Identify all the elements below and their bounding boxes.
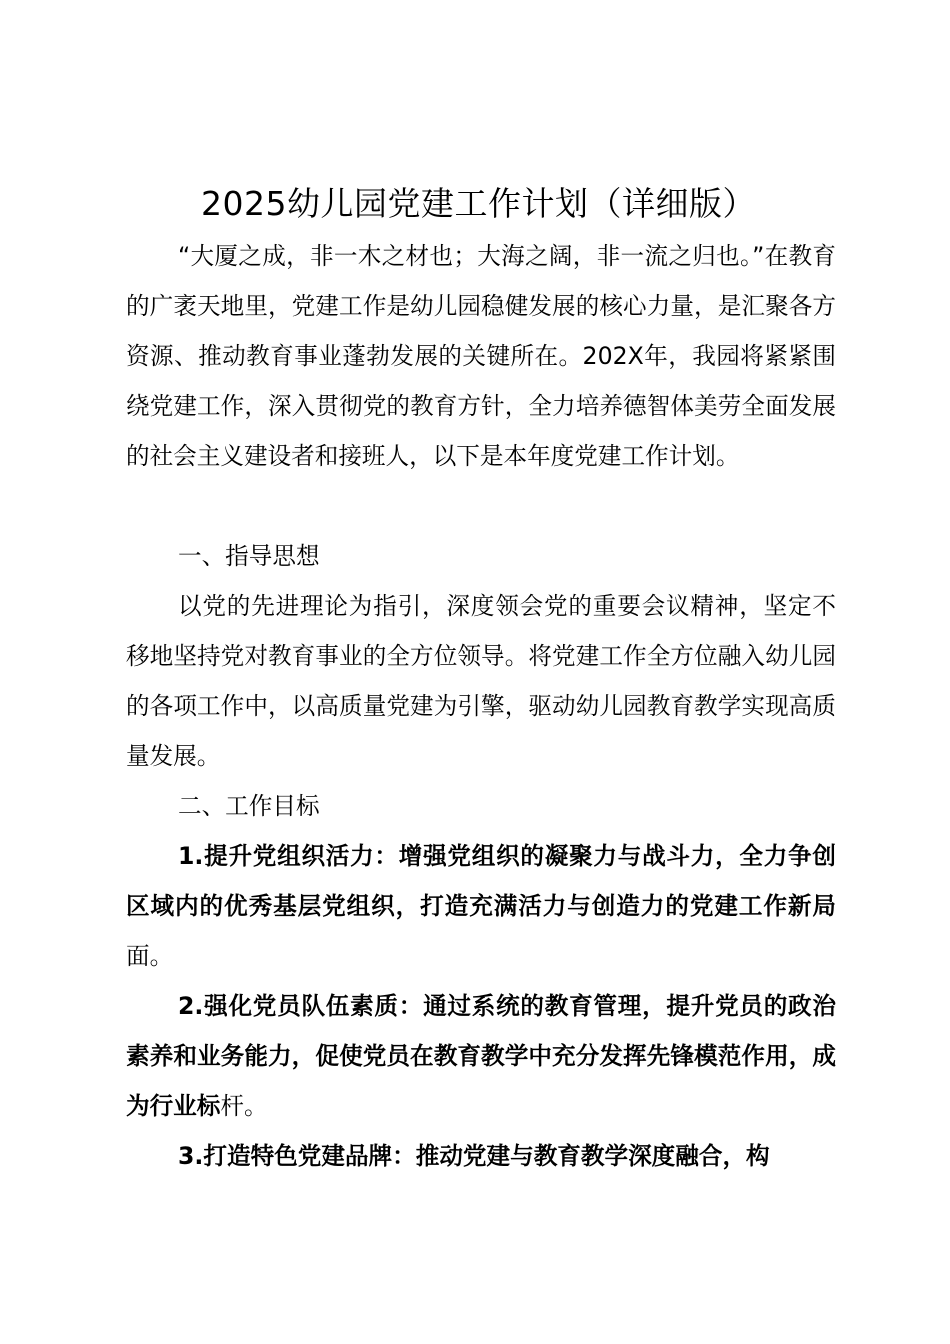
goal-item-2 — [126, 981, 836, 1131]
intro-paragraph — [126, 231, 836, 481]
section-body-guiding-ideology: 以党的先进理论为指引，深度领会党的重要会议精神，坚定不移地坚持党对教育事业的全方位领导。将党建工作全方位融入幼儿园的各项工作中，以高质量党建为引擎，驱动幼儿园教育教学实现高质量发展。 — [126, 592, 836, 770]
section-heading-work-goals: 二、工作目标 — [178, 792, 320, 820]
goal-item-1-tail: 面。 — [126, 942, 174, 970]
goal-item-3-bold: 3.打造特色党建品牌：推动党建与教育教学深度融合，构 — [178, 1142, 770, 1170]
intro-quote: “大厦之成，非一木之材也；大海之阔，非一流之归也。” — [178, 242, 765, 270]
intro-body: 在教育的广袤天地里，党建工作是幼儿园稳健发展的核心力量，是汇聚各方资源、推动教育事业蓬勃发展的关键所在。202X年，我园将紧紧围绕党建工作，深入贯彻党的教育方针，全力培养德智体美劳全面发展的社会主义建设者和接班人，以下是本年度党建工作计划。 — [126, 242, 836, 470]
goal-item-1 — [126, 831, 836, 981]
goal-item-2-tail: 杆。 — [220, 1092, 268, 1120]
goal-item-1-bold: 1.提升党组织活力：增强党组织的凝聚力与战斗力，全力争创区域内的优秀基层党组织，打造充满活力与创造力的党建工作新局 — [126, 842, 836, 920]
document-title: 2025幼儿园党建工作计划（详细版） — [201, 184, 756, 223]
goal-item-3 — [126, 1131, 836, 1181]
goal-item-2-bold: 2.强化党员队伍素质：通过系统的教育管理，提升党员的政治素养和业务能力，促使党员在教育教学中充分发挥先锋模范作用，成为行业标 — [126, 992, 836, 1120]
section-heading-guiding-ideology: 一、指导思想 — [178, 542, 320, 570]
